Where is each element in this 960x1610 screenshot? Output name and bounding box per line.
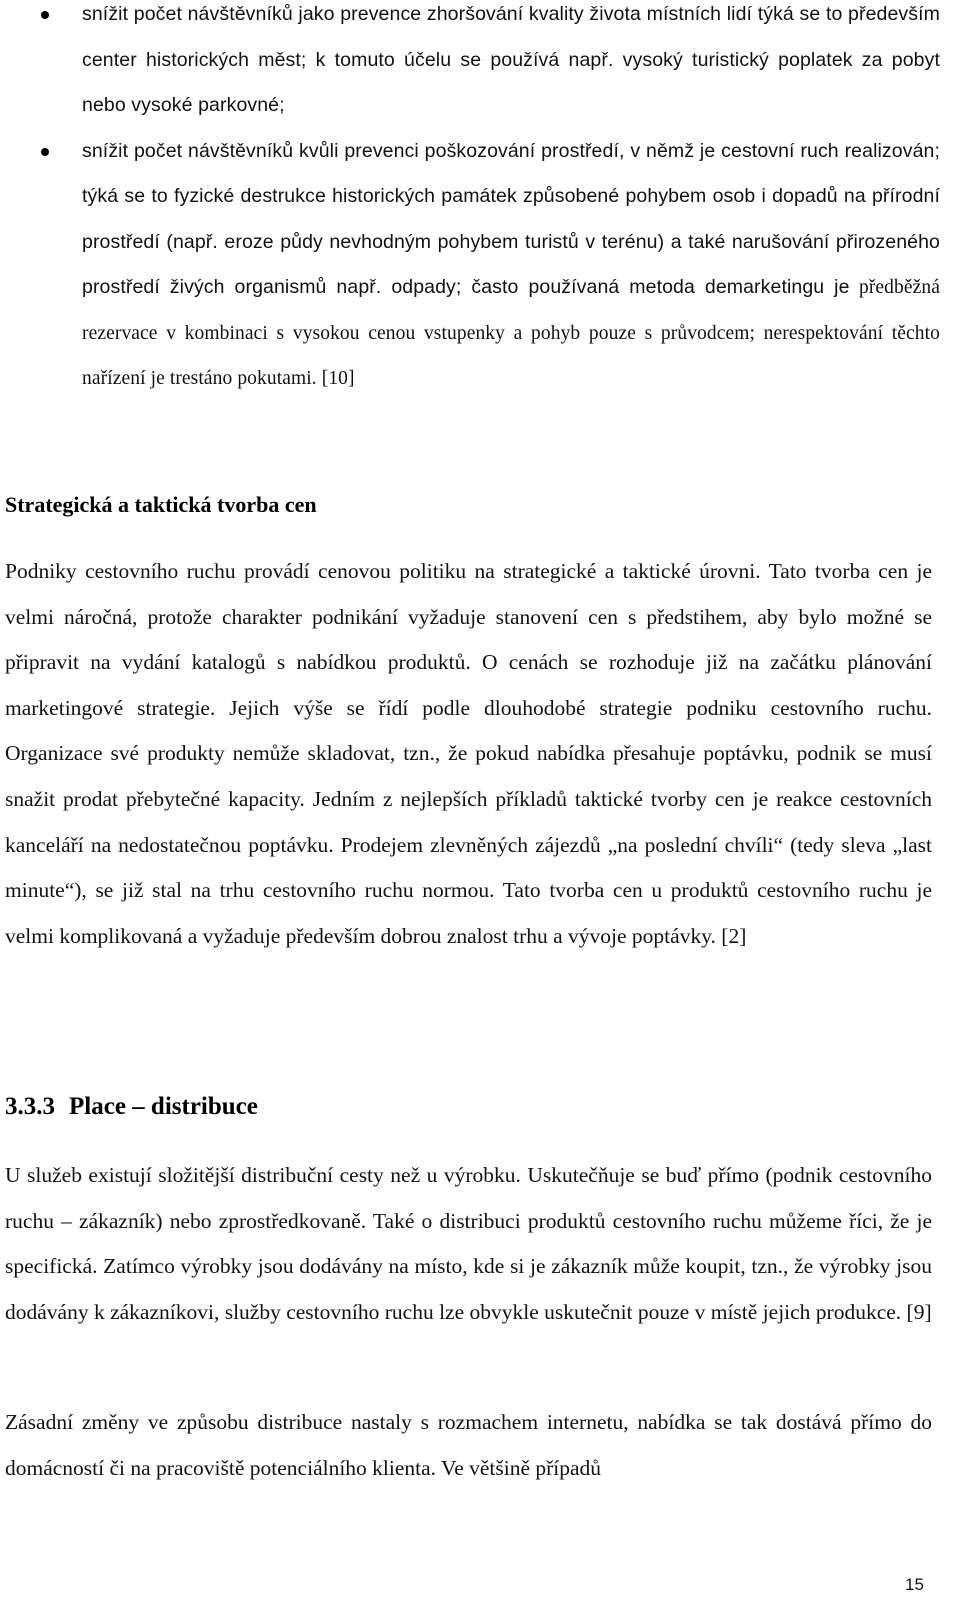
chapter-heading bbox=[5, 1093, 258, 1121]
bullet-dot-icon bbox=[41, 11, 49, 19]
bullet-text: snížit počet návštěvníků kvůli prevenci poškozování prostředí, v němž je cestovní ruch realizován; týká se to fyzické destrukce historických památek způsobené pohybem osob i dopadů na přírodní prostředí (např. eroze půdy nevhodným pohybem turistů v terénu) a také narušování přirozeného prostředí živých organismů např. odpady; často používaná metoda demarketingu je bbox=[82, 139, 940, 298]
body-paragraph: Podniky cestovního ruchu provádí cenovou politiku na strategické a taktické úrovni. Tato tvorba cen je velmi náročná, protože charakter podnikání vyžaduje stanovení cen s předstihem, aby bylo možné se připravit na vydání katalogů s nabídkou produktů. O cenách se rozhoduje již na začátku plánování marketingové strategie. Jejich výše se řídí podle dlouhodobé strategie podniku cestovního ruchu. Organizace své produkty nemůže skladovat, tzn., že pokud nabídka přesahuje poptávku, podnik se musí snažit prodat přebytečné kapacity. Jedním z nejlepších příkladů taktické tvorby cen je reakce cestovních kanceláří na nedostatečnou poptávku. Prodejem zlevněných zájezdů „na poslední chvíli“ (tedy sleva „last minute“), se již stal na trhu cestovního ruchu normou. Tato tvorba cen u produktů cestovního ruchu je velmi komplikovaná a vyžaduje především dobrou znalost trhu a vývoje poptávky. [2] bbox=[5, 559, 932, 948]
body-paragraph: Zásadní změny ve způsobu distribuce nastaly s rozmachem internetu, nabídka se tak dostává přímo do domácností či na pracoviště potenciálního klienta. Ve většině případů bbox=[5, 1410, 932, 1480]
bullet-item bbox=[0, 129, 940, 402]
bullet-text: snížit počet návštěvníků jako prevence zhoršování kvality života místních lidí týká se to především center historických měst; k tomuto účelu se používá např. vysoký turistický poplatek za pobyt nebo vysoké parkovné; bbox=[82, 3, 940, 116]
bullet-text-continuation: předběžná rezervace v kombinaci s vysokou cenou vstupenky a pohyb pouze s průvodcem; nerespektování těchto nařízení je trestáno pokutami. [10] bbox=[82, 277, 940, 389]
chapter-title: Place – distribuce bbox=[69, 1093, 258, 1120]
section-heading: Strategická a taktická tvorba cen bbox=[5, 492, 317, 517]
body-paragraph: U služeb existují složitější distribuční cesty než u výrobku. Uskutečňuje se buď přímo (podnik cestovního ruchu – zákazník) nebo zprostředkovaně. Také o distribuci produktů cestovního ruchu můžeme říci, že je specifická. Zatímco výrobky jsou dodávány na místo, kde si je zákazník může koupit, tzn., že výrobky jsou dodávány k zákazníkovi, služby cestovního ruchu lze obvykle uskutečnit pouze v místě jejich produkce. [9] bbox=[5, 1163, 932, 1324]
bullet-dot-icon bbox=[41, 148, 49, 156]
bullet-item bbox=[0, 0, 940, 129]
bullet-list bbox=[0, 0, 960, 402]
chapter-number: 3.3.3 bbox=[5, 1093, 55, 1120]
page-number: 15 bbox=[905, 1575, 924, 1594]
